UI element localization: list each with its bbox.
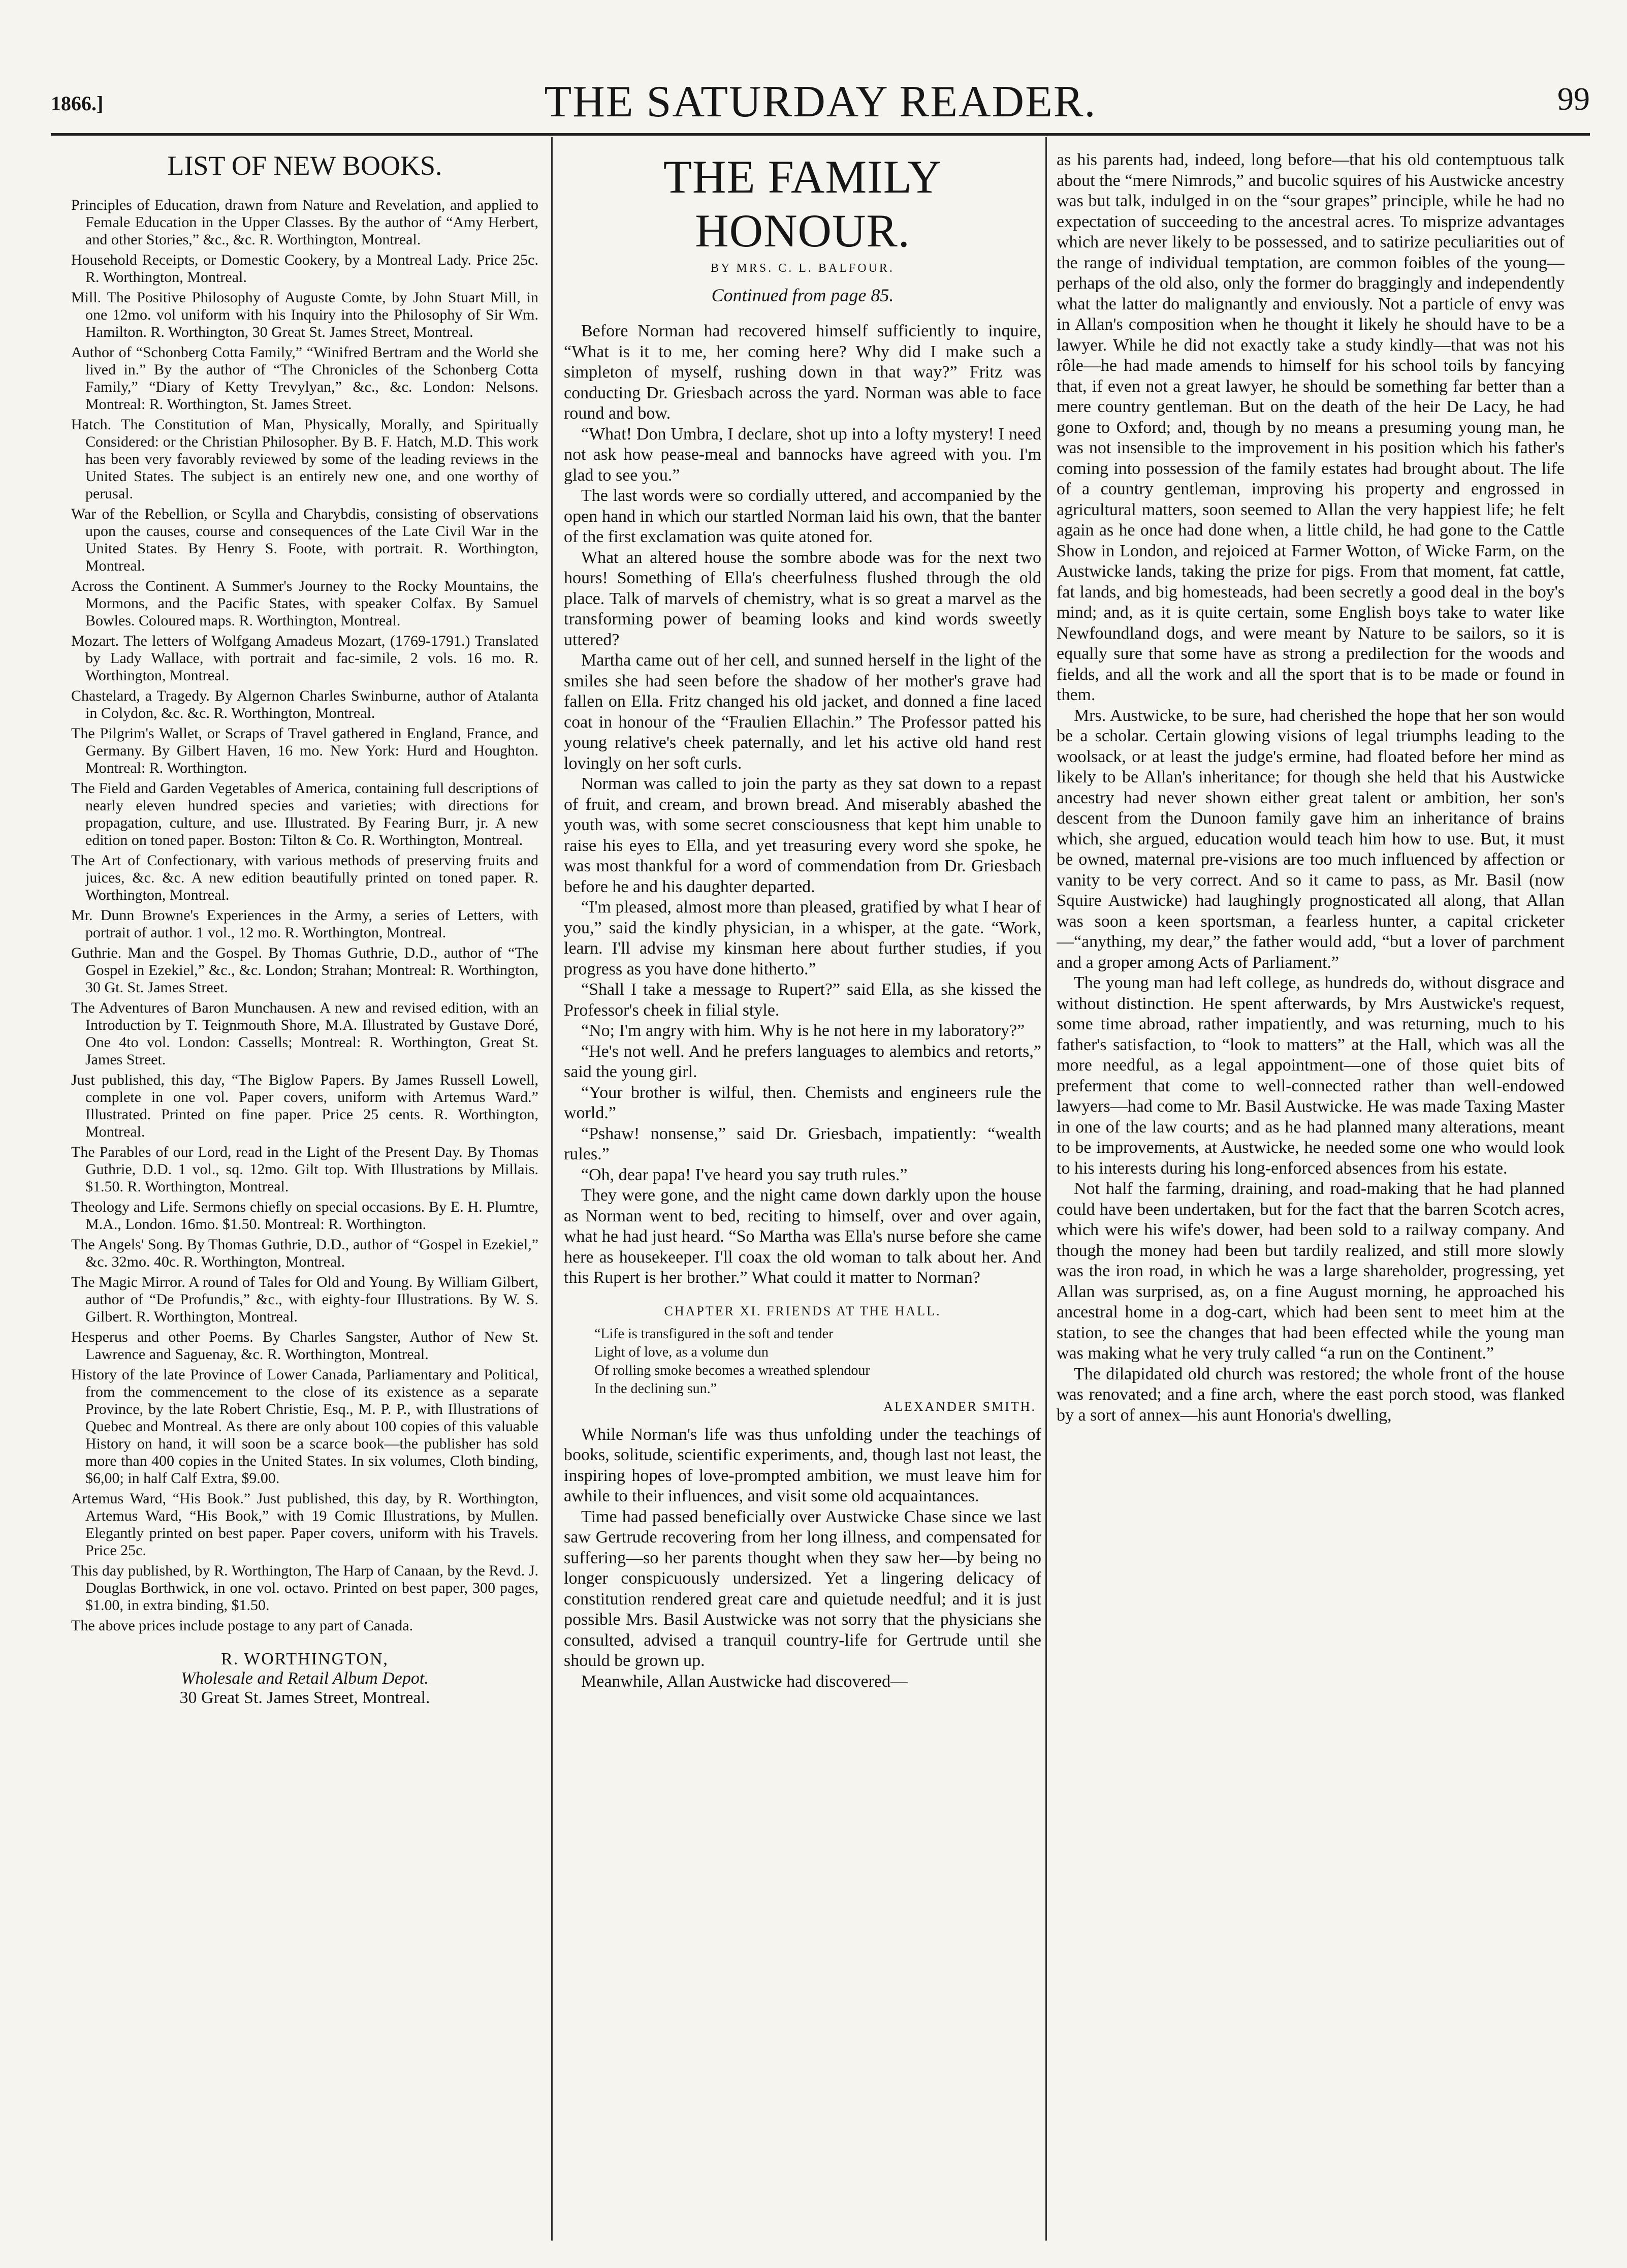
- column-rule-1: [551, 137, 553, 2241]
- story-paragraph: They were gone, and the night came down darkly upon the house as Norman went to bed, reciting to himself, over and over again, what he had just heard. “So Martha was Ella's nurse before she came here as housekeeper. I'll coax the old woman to talk about her. And this Rupert is her brother.” What could it matter to Norman?: [564, 1186, 1041, 1287]
- book-entry: The above prices include postage to any part of Canada.: [71, 1617, 413, 1634]
- book-entry: Author of “Schonberg Cotta Family,” “Winifred Bertram and the World she lived in.” By the author of “The Chronicles of the Schonberg Cotta Family,” “Diary of Ketty Trevylyan,” &c., &c. London: Nelsons. Montreal: R. Worthington, St. James Street.: [71, 344, 538, 413]
- story-paragraph: While Norman's life was thus unfolding under the teachings of books, solitude, scientific experiments, and, though last not least, the inspiring hopes of love-prompted ambition, we must leave him for awhile to their influences, and visit some old acquaintances.: [564, 1425, 1041, 1505]
- publisher-block: [71, 1650, 538, 1708]
- story-text-part-3: [1057, 150, 1565, 1426]
- story-paragraph: “Shall I take a message to Rupert?” said Ella, as she kissed the Professor's cheek in filial style.: [564, 980, 1041, 1020]
- page-header: [51, 76, 1590, 132]
- book-entry: The Angels' Song. By Thomas Guthrie, D.D., author of “Gospel in Ezekiel,” &c. 32mo. 40c. R. Worthington, Montreal.: [71, 1236, 538, 1270]
- book-list: [71, 197, 538, 1634]
- epigraph-line: “Life is transfigured in the soft and tender: [594, 1326, 834, 1342]
- story-continuation-column: [1057, 150, 1565, 2248]
- books-heading: LIST OF NEW BOOKS.: [167, 150, 442, 181]
- story-text-part-2: [564, 1425, 1041, 1692]
- story-text-part-1: [564, 321, 1041, 1288]
- story-paragraph: “I'm pleased, almost more than pleased, gratified by what I hear of you,” said the kindly physician, in a whisper, at the gate. “Work, learn. I'll advise my kinsman here about further studies, if you progress as you have done hitherto.”: [564, 898, 1041, 979]
- header-rule: [51, 133, 1590, 136]
- page-number: 99: [1557, 81, 1590, 117]
- book-entry: The Pilgrim's Wallet, or Scraps of Travel gathered in England, France, and Germany. By Gilbert Haven, 16 mo. New York: Hurd and Houghton. Montreal: R. Worthington.: [71, 725, 538, 776]
- book-entry: Chastelard, a Tragedy. By Algernon Charles Swinburne, author of Atalanta in Colydon, &c. &c. R. Worthington, Montreal.: [71, 687, 538, 721]
- publisher-address: 30 Great St. James Street, Montreal.: [179, 1688, 430, 1707]
- book-entry: The Art of Confectionary, with various methods of preserving fruits and juices, &c. &c. A new edition beautifully printed on toned paper. R. Worthington, Montreal.: [71, 852, 538, 903]
- story-paragraph: “Your brother is wilful, then. Chemists and engineers rule the world.”: [564, 1083, 1041, 1122]
- book-entry: Mozart. The letters of Wolfgang Amadeus Mozart, (1769-1791.) Translated by Lady Wallace, with portrait and fac-simile, 2 vols. 16 mo. R. Worthington, Montreal.: [71, 633, 538, 684]
- story-paragraph: Before Norman had recovered himself sufficiently to inquire, “What is it to me, her coming here? Why did I make such a simpleton of myself, rushing down in that way?” Fritz was conducting Dr. Griesbach across the yard. Norman was able to face round and bow.: [564, 322, 1041, 423]
- story-title: THE FAMILY HONOUR.: [663, 151, 942, 257]
- story-paragraph: The last words were so cordially uttered, and accompanied by the open hand in which our startled Norman laid his own, that the banter of the first exclamation was quite atoned for.: [564, 486, 1041, 546]
- page-date-ref: 1866.]: [51, 92, 104, 115]
- story-continued-note: Continued from page 85.: [711, 285, 894, 305]
- book-entry: Theology and Life. Sermons chiefly on special occasions. By E. H. Plumtre, M.A., London. 16mo. $1.50. Montreal: R. Worthington.: [71, 1199, 538, 1233]
- book-entry: Guthrie. Man and the Gospel. By Thomas Guthrie, D.D., author of “The Gospel in Ezekiel,” &c., &c. London; Strahan; Montreal: R. Worthington, 30 Gt. St. James Street.: [71, 944, 538, 996]
- story-paragraph: What an altered house the sombre abode was for the next two hours! Something of Ella's cheerfulness flushed through the old place. Talk of marvels of chemistry, what is so great a marvel as the transforming power of beaming looks and kind words sweetly uttered?: [564, 548, 1041, 649]
- story-paragraph: Norman was called to join the party as they sat down to a repast of fruit, and cream, and brown bread. And miserably abashed the youth was, with some secret consciousness that kept him unable to raise his eyes to Ella, and yet treasuring every word she spoke, he was most thankful for a word of commendation from Dr. Griesbach before he and his daughter departed.: [564, 774, 1041, 896]
- story-paragraph: Martha came out of her cell, and sunned herself in the light of the smiles she had seen before the shadow of her mother's grave had fallen on Ella. Fritz changed his old jacket, and donned a fine laced coat in honour of the “Fraulien Ellachin.” The Professor patted his young relative's cheek paternally, and let his active old hand rest lovingly on her soft curls.: [564, 651, 1041, 773]
- epigraph-line: Of rolling smoke becomes a wreathed splendour: [594, 1362, 870, 1378]
- story-paragraph: “No; I'm angry with him. Why is he not here in my laboratory?”: [581, 1021, 1025, 1040]
- epigraph-line: In the declining sun.”: [594, 1380, 717, 1397]
- book-entry: Household Receipts, or Domestic Cookery, by a Montreal Lady. Price 25c. R. Worthington, Montreal.: [71, 251, 538, 286]
- book-entry: The Adventures of Baron Munchausen. A new and revised edition, with an Introduction by T. Teignmouth Shore, M.A. Illustrated by Gustave Doré, One 4to vol. London: Cassells; Montreal: R. Worthington, Great St. James Street.: [71, 999, 538, 1068]
- epigraph: [564, 1326, 1041, 1397]
- book-entry: Across the Continent. A Summer's Journey to the Rocky Mountains, the Mormons, and the Pacific States, with speaker Colfax. By Samuel Bowles. Coloured maps. R. Worthington, Montreal.: [71, 578, 538, 629]
- epigraph-attribution: ALEXANDER SMITH.: [883, 1399, 1036, 1414]
- book-entry: Hatch. The Constitution of Man, Physically, Morally, and Spiritually Considered: or the Christian Philosopher. By B. F. Hatch, M.D. This work has been very favorably reviewed by some of the leading reviews in the United States. The subject is an entirely new one, and one worthy of perusal.: [71, 416, 538, 502]
- column-rule-2: [1045, 137, 1047, 2241]
- books-column: [71, 150, 538, 2248]
- story-paragraph: The young man had left college, as hundreds do, without disgrace and without distinction. He spent afterwards, by Mrs Austwicke's request, some time abroad, rather impatiently, and was returning, much to his father's satisfaction, to “look to matters” at the Hall, which was all the more needful, as a legal appointment—one of those quiet bits of preferment that come to well-connected rather than well-endowed lawyers—had come to Mr. Basil Austwicke. He was made Taxing Master in one of the law courts; and as he had planned many alterations, meant to be improvements, at Austwicke, he needed some one who would look to his interests during his long-enforced absences from his estate.: [1057, 973, 1565, 1178]
- publisher-tagline: Wholesale and Retail Album Depot.: [181, 1669, 429, 1688]
- book-entry: The Field and Garden Vegetables of America, containing full descriptions of nearly eleven hundred species and varieties; with directions for propagation, culture, and use. Illustrated. By Fearing Burr, jr. A new edition on toned paper. Boston: Tilton & Co. R. Worthington, Montreal.: [71, 780, 538, 848]
- story-paragraph: “Pshaw! nonsense,” said Dr. Griesbach, impatiently: “wealth rules.”: [564, 1124, 1041, 1163]
- book-entry: Mill. The Positive Philosophy of Auguste Comte, by John Stuart Mill, in one 12mo. vol uniform with his Inquiry into the Philosophy of Sir Wm. Hamilton. R. Worthington, 30 Great St. James Street, Montreal.: [71, 289, 538, 340]
- publisher-name: R. WORTHINGTON,: [221, 1650, 389, 1668]
- book-entry: The Magic Mirror. A round of Tales for Old and Young. By William Gilbert, author of “De Profundis,” &c., with eighty-four Illustrations. By W. S. Gilbert. R. Worthington, Montreal.: [71, 1274, 538, 1325]
- story-paragraph: The dilapidated old church was restored; the whole front of the house was renovated; and a fine arch, where the east porch stood, was flanked by a sort of annex—his aunt Honoria's dwelling,: [1057, 1364, 1565, 1425]
- story-paragraph: “He's not well. And he prefers languages to alembics and retorts,” said the young girl.: [564, 1042, 1041, 1081]
- story-column: [564, 150, 1041, 2248]
- story-paragraph: as his parents had, indeed, long before—that his old contemptuous talk about the “mere Nimrods,” and bucolic squires of his Austwicke ancestry was but talk, indulged in on the “sour grapes” principle, while he had no expectation of succeeding to the ancestral acres. To misprize advantages which are never likely to be possessed, and to satirize peculiarities out of the range of individual temptation, are common foibles of the young—perhaps of the old also, only the former do braggingly and independently what the latter do malignantly and enviously. Not a particle of envy was in Allan's composition when he thought it likely he should have to be a lawyer. While he did not exactly take a study kindly—that was not his rôle—he had made amends to himself for his school toils by fancying that, if even not a great lawyer, he should be something far better than a mere country gentleman. But on the death of the heir De Lacy, he had gone to Oxford; and, though by no means a presuming young man, he was not insensible to the improvement in his position which his father's coming into possession of the family estates had brought about. The life of a country gentleman, improving his property and engrossed in agricultural matters, soon seemed to Allan the very happiest life; he felt again as he once had done when, a little child, he had gone to the Cattle Show in London, and rejoiced at Farmer Wotton, of Wicke Farm, on the Austwicke lands, taking the prize for pigs. From that moment, fat cattle, fat lands, and big homesteads, had been secretly a good deal in the boy's mind; and, as it is quite certain, some English boys take to water like Newfoundland dogs, and were meant by Nature to be sailors, so it is equally sure that some have as strong a predilection for the woods and fields, and all the work and all the sport that is to be made or found in them.: [1057, 150, 1565, 704]
- book-entry: Mr. Dunn Browne's Experiences in the Army, a series of Letters, with portrait of author. 1 vol., 12 mo. R. Worthington, Montreal.: [71, 907, 538, 941]
- story-paragraph: Mrs. Austwicke, to be sure, had cherished the hope that her son would be a scholar. Certain glowing visions of legal triumphs leading to the woolsack, or at least the judge's ermine, had floated before her mind as likely to be Allan's inheritance; for though she held that his Austwicke ancestry had never shown either great talent or ambition, her son's descent from the Dunoon family gave him an inheritance of brains which, she argued, education would teach him how to use. But, it must be owned, maternal pre-visions are too much influenced by affection or vanity to be very correct. And so it came to pass, as Mr. Basil (now Squire Austwicke) had laughingly prognosticated all along, that Allan was soon a keen sportsman, a fearless hunter, a capital cricketer—“anything, my dear,” the father would add, “but a lover of parchment and a groper among Acts of Parliament.”: [1057, 706, 1565, 972]
- book-entry: The Parables of our Lord, read in the Light of the Present Day. By Thomas Guthrie, D.D. 1 vol., sq. 12mo. Gilt top. With Illustrations by Millais. $1.50. R. Worthington, Montreal.: [71, 1144, 538, 1195]
- chapter-heading: CHAPTER XI. FRIENDS AT THE HALL.: [664, 1303, 941, 1318]
- book-entry: Just published, this day, “The Biglow Papers. By James Russell Lowell, complete in one vol. Paper covers, uniform with Artemus Ward.” Illustrated. Printed on fine paper. Price 25 cents. R. Worthington, Montreal.: [71, 1072, 538, 1140]
- book-entry: Principles of Education, drawn from Nature and Revelation, and applied to Female Education in the Upper Classes. By the author of “Amy Herbert, and other Stories,” &c., &c. R. Worthington, Montreal.: [71, 197, 538, 248]
- book-entry: This day published, by R. Worthington, The Harp of Canaan, by the Revd. J. Douglas Borthwick, in one vol. octavo. Printed on best paper, 300 pages, $1.00, in extra binding, $1.50.: [71, 1562, 538, 1614]
- book-entry: Artemus Ward, “His Book.” Just published, this day, by R. Worthington, Artemus Ward, “His Book,” with 19 Comic Illustrations, by Mullen. Elegantly printed on best paper. Paper covers, uniform with his Travels. Price 25c.: [71, 1490, 538, 1559]
- book-entry: War of the Rebellion, or Scylla and Charybdis, consisting of observations upon the causes, course and consequences of the Late Civil War in the United States. By Henry S. Foote, with portrait. R. Worthington, Montreal.: [71, 506, 538, 574]
- masthead: THE SATURDAY READER.: [544, 77, 1097, 127]
- book-entry: Hesperus and other Poems. By Charles Sangster, Author of New St. Lawrence and Saguenay, &c. R. Worthington, Montreal.: [71, 1329, 538, 1363]
- story-paragraph: Not half the farming, draining, and road-making that he had planned could have been undertaken, but for the fact that the barren Scotch acres, which were his wife's dower, had been sold to a railway company. And though the money had been but tardily realized, and still more slowly was the iron road, in which he was a large shareholder, progressing, yet Allan was surprised, as, on a fine August morning, he approached his ancestral home in a dog-cart, which had been sent to meet him at the station, to see the changes that had been effected while the young man was making what he very truly called “a run on the Continent.”: [1057, 1179, 1565, 1363]
- story-paragraph: “What! Don Umbra, I declare, shot up into a lofty mystery! I need not ask how pease-meal and bannocks have agreed with you. I'm glad to see you.”: [564, 424, 1041, 485]
- story-author: BY MRS. C. L. BALFOUR.: [711, 262, 895, 275]
- epigraph-line: Light of love, as a volume dun: [594, 1344, 769, 1360]
- story-paragraph: Time had passed beneficially over Austwicke Chase since we last saw Gertrude recovering from her long illness, and compensated for suffering—so her parents thought when they saw her—by being no longer conspicuously undersized. Yet a lingering delicacy of constitution rendered great care and quietude needful; and it is just possible Mrs. Basil Austwicke was not sorry that the physicians she consulted, advised a tranquil country-life for Gertrude until she should be grown up.: [564, 1507, 1041, 1670]
- story-paragraph: Meanwhile, Allan Austwicke had discovered—: [581, 1672, 908, 1691]
- story-paragraph: “Oh, dear papa! I've heard you say truth rules.”: [581, 1165, 908, 1184]
- book-entry: History of the late Province of Lower Canada, Parliamentary and Political, from the commencement to the close of its existence as a separate Province, by the late Robert Christie, Esq., M. P. P., with Illustrations of Quebec and Montreal. As there are only about 100 copies of this valuable History on hand, it will soon be a scarce book—the publisher has sold more than 400 copies in the United States. In six volumes, Cloth binding, $6,00; in half Calf Extra, $9.00.: [71, 1366, 538, 1487]
